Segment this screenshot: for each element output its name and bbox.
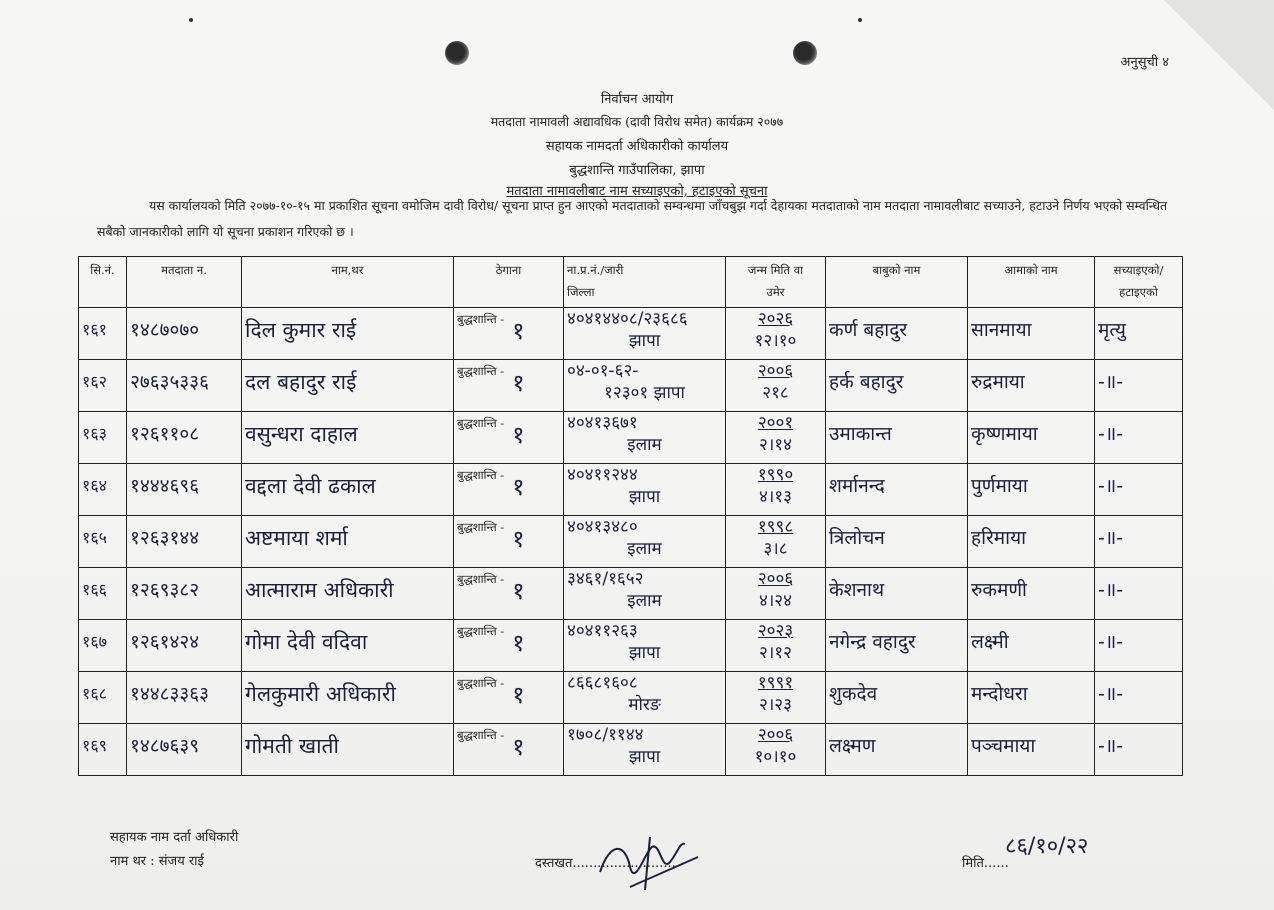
col-header-voter-no: मतदाता न.: [127, 257, 242, 308]
cell-citizenship: [564, 308, 726, 360]
sn-value: १६२: [82, 372, 107, 391]
ward-value: १: [512, 473, 525, 501]
cell-voter-no: [127, 672, 242, 724]
cell-mother: [968, 620, 1095, 672]
cell-address: [454, 516, 564, 568]
cell-action: [1095, 308, 1183, 360]
cell-voter-no: [127, 464, 242, 516]
cell-address: [454, 360, 564, 412]
cell-name: [242, 308, 454, 360]
action-value: -॥-: [1098, 631, 1124, 653]
citizenship-district-value: झापा: [628, 487, 661, 507]
cell-father: [826, 412, 968, 464]
action-value: मृत्यु: [1098, 319, 1126, 341]
dob-age-value: २।२३: [759, 695, 792, 715]
dob-year-value: २००१: [757, 413, 794, 433]
citizenship-no-value: १७०८/११४४: [567, 725, 644, 745]
cell-mother: [968, 568, 1095, 620]
name-value: दिल कुमार राई: [245, 318, 357, 342]
handwritten-signature: [590, 832, 700, 892]
name-value: गेलकुमारी अधिकारी: [245, 682, 396, 706]
col-header-mother: आमाको नाम: [968, 257, 1095, 308]
voter-table: [78, 256, 1183, 776]
mother-name-value: मन्दोधरा: [971, 683, 1028, 705]
mother-name-value: लक्ष्मी: [971, 631, 1009, 653]
name-value: वद्दला देवी ढकाल: [245, 474, 376, 498]
name-value: गोमा देवी वदिवा: [245, 630, 368, 654]
citizenship-district-value: इलाम: [627, 435, 662, 455]
cell-citizenship: [564, 412, 726, 464]
father-name-value: त्रिलोचन: [829, 527, 885, 549]
mother-name-value: पुर्णमाया: [971, 475, 1028, 497]
cell-dob: [726, 516, 826, 568]
action-value: -॥-: [1098, 371, 1124, 393]
col-header-father: बाबुको नाम: [826, 257, 968, 308]
dob-year-value: २०२६: [757, 309, 794, 329]
cell-name: [242, 516, 454, 568]
cell-name: [242, 464, 454, 516]
sn-value: १६४: [82, 476, 107, 495]
name-value: दल बहादुर राई: [245, 370, 357, 394]
cell-dob: [726, 568, 826, 620]
voter-no-value: १४८७०७०: [130, 319, 200, 341]
officer-name: नाम थर : संजय राई: [110, 854, 204, 869]
schedule-label: अनुसुची ४: [1120, 55, 1169, 70]
voter-no-value: १२६११०८: [130, 423, 200, 445]
cell-sn: [79, 620, 127, 672]
header-program: मतदाता नामावली अद्यावधिक (दावी विरोध समेत) कार्यक्रम २०७७: [490, 114, 784, 129]
action-value: -॥-: [1098, 579, 1124, 601]
table-row: [79, 516, 1183, 568]
col-header-address: ठेगाना: [454, 257, 564, 308]
action-value: -॥-: [1098, 527, 1124, 549]
cell-name: [242, 620, 454, 672]
cell-father: [826, 672, 968, 724]
col-header-sn: सि.नं.: [79, 257, 127, 308]
sn-value: १६७: [82, 632, 107, 651]
ward-value: १: [512, 317, 525, 345]
sn-value: १६१: [82, 320, 107, 339]
citizenship-no-value: ८६६८१६०८: [567, 673, 638, 693]
header-office: सहायक नामदर्ता अधिकारीको कार्यालय: [545, 139, 729, 154]
cell-sn: [79, 308, 127, 360]
dob-year-value: १९९०: [757, 465, 794, 485]
voter-no-value: १२६१४२४: [130, 631, 200, 653]
dob-year-value: १९९१: [757, 673, 794, 693]
cell-citizenship: [564, 672, 726, 724]
citizenship-district-value: झापा: [628, 747, 661, 767]
action-value: -॥-: [1098, 475, 1124, 497]
cell-citizenship: [564, 360, 726, 412]
cell-dob: [726, 724, 826, 776]
dob-age-value: ४।२४: [759, 591, 792, 611]
cell-voter-no: [127, 308, 242, 360]
cell-mother: [968, 516, 1095, 568]
address-value: बुद्धशान्ति -: [457, 728, 505, 742]
name-value: वसुन्धरा दाहाल: [245, 422, 358, 446]
cell-address: [454, 464, 564, 516]
cell-voter-no: [127, 360, 242, 412]
table-row: [79, 308, 1183, 360]
cell-dob: [726, 464, 826, 516]
cell-sn: [79, 360, 127, 412]
dob-year-value: २०२३: [757, 621, 794, 641]
punch-hole-left: [445, 41, 469, 65]
col-header-citizenship: [564, 257, 726, 308]
mother-name-value: रुकमणी: [971, 579, 1027, 601]
table-row: [79, 568, 1183, 620]
sn-value: १६६: [82, 580, 107, 599]
voter-no-value: १२६३१४४: [130, 527, 200, 549]
mother-name-value: रुद्रमाया: [971, 371, 1025, 393]
cell-citizenship: [564, 464, 726, 516]
dob-age-value: ४।१३: [759, 487, 792, 507]
father-name-value: नगेन्द्र वहादुर: [829, 631, 916, 653]
voter-no-value: १४४८३३६३: [130, 683, 210, 705]
sn-value: १६५: [82, 528, 107, 547]
citizenship-district-value: झापा: [628, 643, 661, 663]
voter-no-value: १४४४६९६: [130, 475, 200, 497]
header-notice-title: मतदाता नामावलीबाट नाम सच्याइएको, हटाइएको सूचना: [506, 184, 768, 199]
cell-voter-no: [127, 516, 242, 568]
cell-father: [826, 308, 968, 360]
table-row: [79, 464, 1183, 516]
col-header-action-line2: हटाइएको: [1119, 285, 1158, 299]
notice-paragraph: यस कार्यालयको मिति २०७७-१०-१५ मा प्रकाशित सूचना वमोजिम दावी विरोध/ सूचना प्राप्त हुन आएको मतदाताको सम्वन्धमा जाँचबुझ गर्दा देहायका मतदाताको नाम मतदाता नामावलीबाट सच्याउने, हटाउने निर्णय भएको सम्वन्धित सबैको जानकारीको लागि यो सूचना प्रकाशन गरिएको छ ।: [97, 198, 1168, 239]
header-commission: निर्वाचन आयोग: [600, 92, 674, 107]
dob-year-value: २००६: [757, 569, 794, 589]
mother-name-value: कृष्णमाया: [971, 423, 1038, 445]
sn-value: १६३: [82, 424, 107, 443]
dob-age-value: १०।१०: [754, 747, 797, 767]
cell-dob: [726, 308, 826, 360]
ward-value: १: [512, 733, 525, 761]
sn-value: १६९: [82, 736, 107, 755]
address-value: बुद्धशान्ति -: [457, 364, 505, 378]
father-name-value: कर्ण बहादुर: [829, 319, 908, 341]
citizenship-no-value: ३४६१/१६५२: [567, 569, 644, 589]
cell-address: [454, 568, 564, 620]
citizenship-no-value: ०४-०१-६२-: [567, 361, 639, 381]
citizenship-no-value: ४०४१४४०८/२३६८६: [567, 309, 688, 329]
cell-sn: [79, 724, 127, 776]
cell-name: [242, 672, 454, 724]
cell-sn: [79, 464, 127, 516]
address-value: बुद्धशान्ति -: [457, 312, 505, 326]
cell-voter-no: [127, 568, 242, 620]
table-row: [79, 620, 1183, 672]
mother-name-value: हरिमाया: [971, 527, 1027, 549]
address-value: बुद्धशान्ति -: [457, 624, 505, 638]
father-name-value: हर्क बहादुर: [829, 371, 904, 393]
ward-value: १: [512, 421, 525, 449]
cell-mother: [968, 360, 1095, 412]
action-value: -॥-: [1098, 423, 1124, 445]
citizenship-district-value: झापा: [628, 331, 661, 351]
speck: [858, 18, 862, 22]
dob-year-value: १९९८: [757, 517, 794, 537]
ward-value: १: [512, 369, 525, 397]
date-label: मिति......: [962, 856, 1009, 871]
ward-value: १: [512, 681, 525, 709]
cell-action: [1095, 412, 1183, 464]
father-name-value: केशनाथ: [829, 579, 885, 601]
cell-name: [242, 724, 454, 776]
action-value: -॥-: [1098, 735, 1124, 757]
table-header-row: [79, 257, 1183, 308]
ward-value: १: [512, 629, 525, 657]
cell-mother: [968, 672, 1095, 724]
cell-citizenship: [564, 516, 726, 568]
cell-mother: [968, 412, 1095, 464]
sn-value: १६८: [82, 684, 107, 703]
citizenship-no-value: ४०४११२४४: [567, 465, 638, 485]
citizenship-district-value: इलाम: [627, 539, 662, 559]
col-header-action-line1: सच्याइएको/: [1113, 263, 1164, 277]
dob-age-value: २१८: [762, 383, 789, 403]
date-value: ८६/१०/२२: [1005, 834, 1089, 859]
cell-address: [454, 412, 564, 464]
cell-dob: [726, 620, 826, 672]
table-row: [79, 672, 1183, 724]
punch-hole-right: [793, 41, 817, 65]
cell-address: [454, 724, 564, 776]
cell-voter-no: [127, 724, 242, 776]
action-value: -॥-: [1098, 683, 1124, 705]
cell-action: [1095, 360, 1183, 412]
voter-no-value: १२६९३८२: [130, 579, 200, 601]
dob-age-value: १२।१०: [754, 331, 797, 351]
col-header-dob-line2: उमेर: [766, 285, 785, 299]
col-header-name: नाम,थर: [242, 257, 454, 308]
name-value: आत्माराम अधिकारी: [245, 578, 394, 602]
citizenship-no-value: ४०४१३४८०: [567, 517, 638, 537]
father-name-value: शुकदेव: [829, 683, 878, 705]
address-value: बुद्धशान्ति -: [457, 676, 505, 690]
cell-name: [242, 568, 454, 620]
address-value: बुद्धशान्ति -: [457, 572, 505, 586]
cell-father: [826, 568, 968, 620]
dob-year-value: २००६: [757, 725, 794, 745]
cell-citizenship: [564, 724, 726, 776]
name-value: गोमती खाती: [245, 734, 339, 758]
cell-action: [1095, 724, 1183, 776]
header-municipality: बुद्धशान्ति गाउँपालिका, झापा: [569, 163, 705, 178]
cell-address: [454, 620, 564, 672]
cell-father: [826, 464, 968, 516]
cell-mother: [968, 464, 1095, 516]
col-header-dob-line1: जन्म मिति वा: [747, 263, 804, 277]
cell-voter-no: [127, 412, 242, 464]
father-name-value: उमाकान्त: [829, 423, 892, 445]
cell-name: [242, 412, 454, 464]
mother-name-value: पञ्चमाया: [971, 735, 1036, 757]
cell-sn: [79, 412, 127, 464]
table-row: [79, 412, 1183, 464]
voter-no-value: १४८७६३९: [130, 735, 200, 757]
citizenship-district-value: १२३०१ झापा: [604, 383, 685, 403]
dob-age-value: ३।८: [763, 539, 788, 559]
father-name-value: शर्मानन्द: [829, 475, 885, 497]
cell-address: [454, 308, 564, 360]
dob-age-value: २।१४: [759, 435, 792, 455]
cell-sn: [79, 672, 127, 724]
cell-voter-no: [127, 620, 242, 672]
cell-mother: [968, 308, 1095, 360]
col-header-action: [1095, 257, 1183, 308]
father-name-value: लक्ष्मण: [829, 735, 876, 757]
cell-dob: [726, 672, 826, 724]
speck: [189, 18, 193, 22]
cell-citizenship: [564, 620, 726, 672]
signature-label: दस्तखत..........................: [535, 856, 680, 871]
col-header-citizenship-line1: ना.प्र.नं./जारी: [567, 263, 624, 277]
cell-father: [826, 360, 968, 412]
dob-age-value: २।१२: [759, 643, 792, 663]
citizenship-no-value: ४०४११२६३: [567, 621, 638, 641]
name-value: अष्टमाया शर्मा: [245, 526, 348, 550]
address-value: बुद्धशान्ति -: [457, 520, 505, 534]
cell-action: [1095, 672, 1183, 724]
ward-value: १: [512, 577, 525, 605]
mother-name-value: सानमाया: [971, 319, 1032, 341]
cell-father: [826, 516, 968, 568]
cell-dob: [726, 360, 826, 412]
voter-no-value: २७६३५३३६: [130, 371, 210, 393]
cell-sn: [79, 568, 127, 620]
cell-action: [1095, 516, 1183, 568]
officer-title: सहायक नाम दर्ता अधिकारी: [110, 830, 239, 845]
cell-dob: [726, 412, 826, 464]
cell-action: [1095, 568, 1183, 620]
cell-address: [454, 672, 564, 724]
table-row: [79, 360, 1183, 412]
citizenship-district-value: मोरङ: [628, 695, 661, 715]
citizenship-district-value: इलाम: [627, 591, 662, 611]
col-header-dob: [726, 257, 826, 308]
cell-father: [826, 724, 968, 776]
cell-mother: [968, 724, 1095, 776]
address-value: बुद्धशान्ति -: [457, 416, 505, 430]
dob-year-value: २००६: [757, 361, 794, 381]
col-header-citizenship-line2: जिल्ला: [567, 285, 595, 299]
citizenship-no-value: ४०४१३६७१: [567, 413, 638, 433]
cell-father: [826, 620, 968, 672]
ward-value: १: [512, 525, 525, 553]
cell-sn: [79, 516, 127, 568]
table-row: [79, 724, 1183, 776]
cell-citizenship: [564, 568, 726, 620]
address-value: बुद्धशान्ति -: [457, 468, 505, 482]
cell-name: [242, 360, 454, 412]
cell-action: [1095, 464, 1183, 516]
cell-action: [1095, 620, 1183, 672]
